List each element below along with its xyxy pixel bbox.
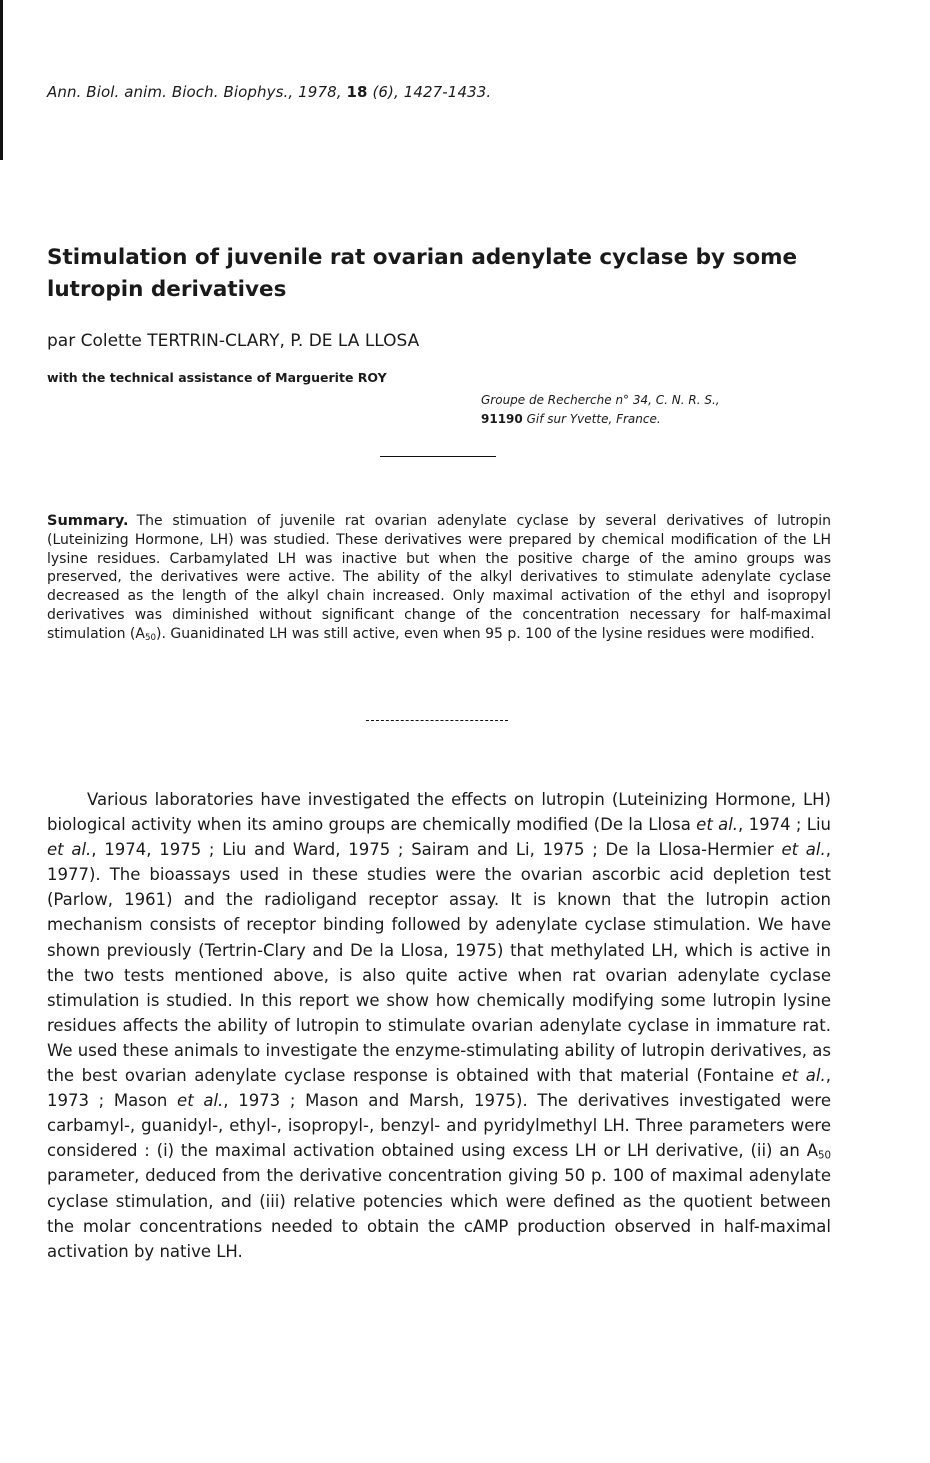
intro-text-5: , 1973 ; Mason	[47, 1066, 831, 1111]
summary-label: Summary.	[47, 513, 129, 529]
scan-edge-bar	[0, 0, 3, 160]
affiliation-city: Gif sur Yvette, France.	[526, 412, 661, 426]
technical-assistance: with the technical assistance of Marguerite ROY	[47, 370, 387, 385]
summary-paragraph	[47, 512, 831, 644]
citation-etal-4: et al.	[781, 1066, 826, 1086]
intro-text-1: Various laboratories have investigated the effects on lutropin (Luteinizing Hormone, LH) biological activity when its amino groups are chemically modified (De la Llosa	[47, 790, 831, 835]
citation-etal-2: et al.	[47, 840, 92, 860]
title-divider	[380, 456, 496, 457]
journal-reference	[47, 83, 491, 101]
intro-subscript: 50	[817, 1150, 831, 1162]
intro-text-3: , 1974, 1975 ; Liu and Ward, 1975 ; Sairam and Li, 1975 ; De la Llosa-Hermier	[91, 840, 782, 860]
summary-text-2: ). Guanidinated LH was still active, even when 95 p. 100 of the lysine residues were modified.	[156, 625, 815, 642]
article-title: Stimulation of juvenile rat ovarian adenylate cyclase by some lutropin derivatives	[47, 245, 798, 302]
introduction-paragraph	[47, 787, 831, 1264]
citation-etal-5: et al.	[177, 1091, 224, 1111]
summary-subscript: 50	[144, 632, 157, 643]
journal-issue-pages: (6), 1427-1433.	[372, 83, 492, 101]
citation-etal-1: et al.	[696, 815, 739, 835]
summary-text-1: The stimuation of juvenile rat ovarian adenylate cyclase by several derivatives of lutropin (Luteinizing Hormone, LH) was studied. These derivatives were prepared by chemical modification of the LH lysine residues. Carbamylated LH was inactive but when the positive charge of the amino groups was preserved, the derivatives were active. The ability of the alkyl derivatives to stimulate adenylate cyclase decreased as the length of the alkyl chain increased. Only maximal activation of the ethyl and isopropyl derivatives was diminished without significant change of the concentration necessary for half-maximal stimulation (A	[47, 513, 831, 642]
journal-year: 1978,	[298, 83, 342, 101]
author-line: par Colette TERTRIN-CLARY, P. DE LA LLOSA	[47, 331, 420, 351]
intro-text-2: , 1974 ; Liu	[738, 815, 831, 835]
intro-text-7: parameter, deduced from the derivative concentration giving 50 p. 100 of maximal adenylate cyclase stimulation, and (iii) relative potencies which were defined as the quotient between the molar concentrations needed to obtain the cAMP production observed in half-maximal activation by native LH.	[47, 1166, 831, 1261]
journal-name: Ann. Biol. anim. Bioch. Biophys.,	[47, 83, 294, 101]
postal-code: 91190	[481, 412, 523, 426]
affiliation-line-1: Groupe de Recherche n° 34, C. N. R. S.,	[481, 393, 720, 407]
intro-text-6: , 1973 ; Mason and Marsh, 1975). The derivatives investigated were carbamyl-, guanidyl-, ethyl-, isopropyl-, benzyl- and pyridylmethyl LH. Three parameters were considered : (i) the maximal activation obtained using excess LH or LH derivative, (ii) an A	[47, 1091, 832, 1161]
affiliation	[481, 391, 720, 429]
citation-etal-3: et al.	[781, 840, 826, 860]
affiliation-line-2	[481, 410, 720, 429]
journal-volume: 18	[346, 83, 368, 101]
intro-text-4: , 1977). The bioassays used in these studies were the ovarian ascorbic acid depletion test (Parlow, 1961) and the radioligand receptor assay. It is known that the lutropin action mechanism consists of receptor binding followed by adenylate cyclase stimulation. We have shown previously (Tertrin-Clary and De la Llosa, 1975) that methylated LH, which is active in the two tests mentioned above, is also quite active when rat ovarian adenylate cyclase stimulation is studied. In this report we show how chemically modifying some lutropin lysine residues affects the ability of lutropin to stimulate ovarian adenylate cyclase in immature rat. We used these animals to investigate the enzyme-stimulating ability of lutropin derivatives, as the best ovarian adenylate cyclase response is obtained with that material (Fontaine	[47, 840, 831, 1086]
summary-divider	[366, 720, 508, 721]
